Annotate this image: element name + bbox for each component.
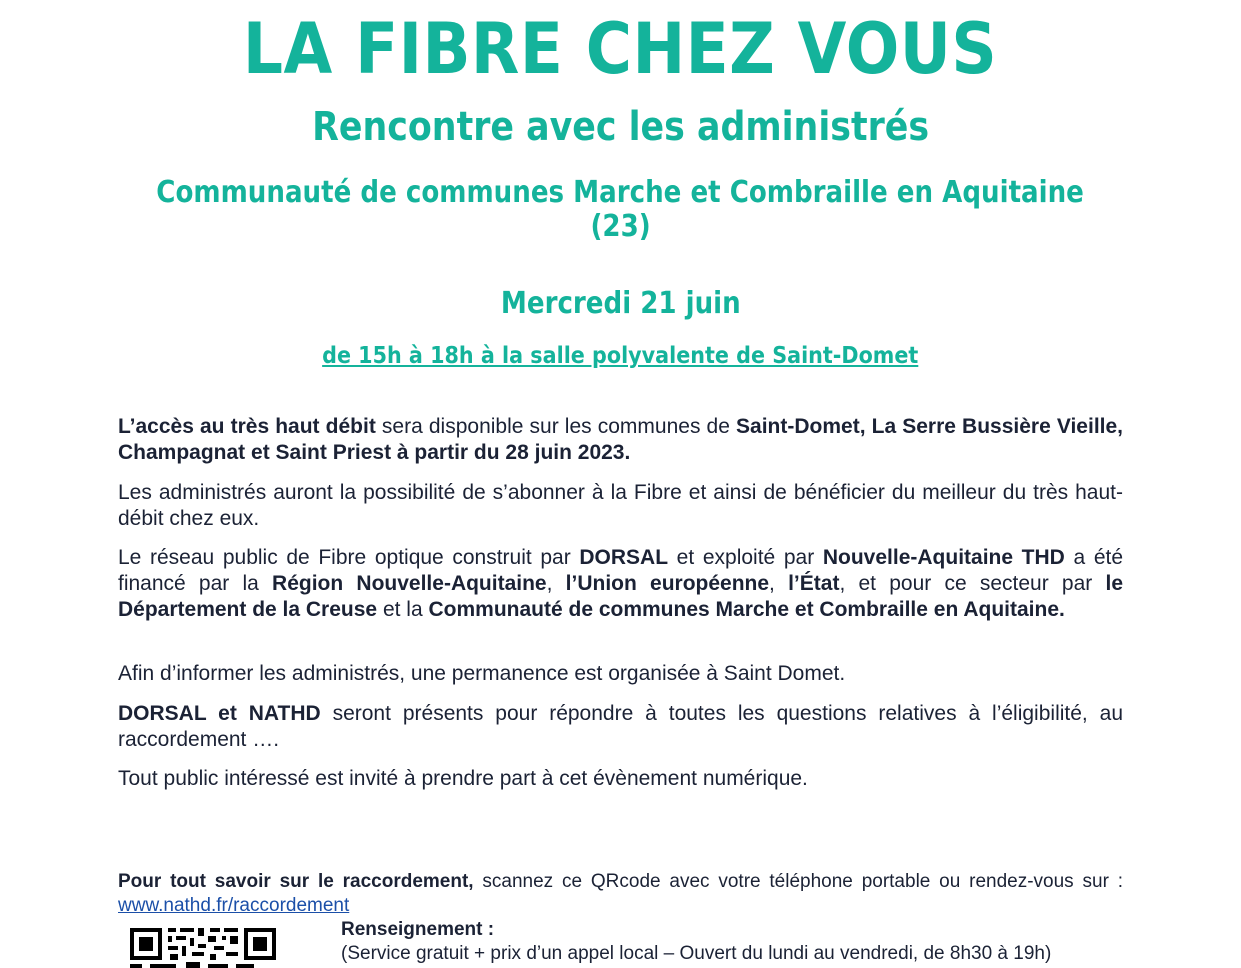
paragraph-permanence: Afin d’informer les administrés, une permanence est organisée à Saint Domet. <box>118 662 846 685</box>
paragraph-subscription: Les administrés auront la possibilité de s’abonner à la Fibre et ainsi de bénéficier du meilleur du très haut-débit chez eux. <box>118 481 1123 530</box>
organisation-name <box>0 176 1241 244</box>
raccordement-link[interactable]: www.nathd.fr/raccordement <box>118 895 350 916</box>
paragraph-access: L’accès au très haut débit sera disponible sur les communes de Saint-Domet, La Serre Bussière Vieille, Champagnat et Saint Priest à partir du 28 juin 2023. <box>118 415 1124 464</box>
renseignement-heading: Renseignement : <box>341 919 495 940</box>
page-subtitle: Rencontre avec les administrés <box>312 104 929 150</box>
event-date: Mercredi 21 juin <box>500 286 741 321</box>
organisation-line-2: (23) <box>590 209 651 244</box>
qr-code-icon <box>130 928 278 968</box>
paragraph-presence: DORSAL et NATHD seront présents pour répondre à toutes les questions relatives à l’éligibilité, au raccordement …. <box>118 702 1123 751</box>
footer-info: Pour tout savoir sur le raccordement, scannez ce QRcode avec votre téléphone portable ou rendez-vous sur : www.nathd.fr/raccordement <box>118 871 1123 916</box>
paragraph-invitation: Tout public intéressé est invité à prendre part à cet évènement numérique. <box>118 767 808 790</box>
paragraph-network: Le réseau public de Fibre optique construit par DORSAL et exploité par Nouvelle-Aquitaine THD a été financé par la Région Nouvelle-Aquitaine, l’Union européenne, l’État, et pour ce secteur par le Département de la Creuse et la Communauté de communes Marche et Combraille en Aquitaine. <box>118 546 1124 621</box>
service-hours: (Service gratuit + prix d’un appel local – Ouvert du lundi au vendredi, de 8h30 à 19h) <box>341 943 1052 964</box>
organisation-line-1: Communauté de communes Marche et Combraille en Aquitaine <box>156 175 1085 210</box>
event-place: de 15h à 18h à la salle polyvalente de Saint-Domet <box>322 343 919 369</box>
page-title: LA FIBRE CHEZ VOUS <box>243 8 998 90</box>
